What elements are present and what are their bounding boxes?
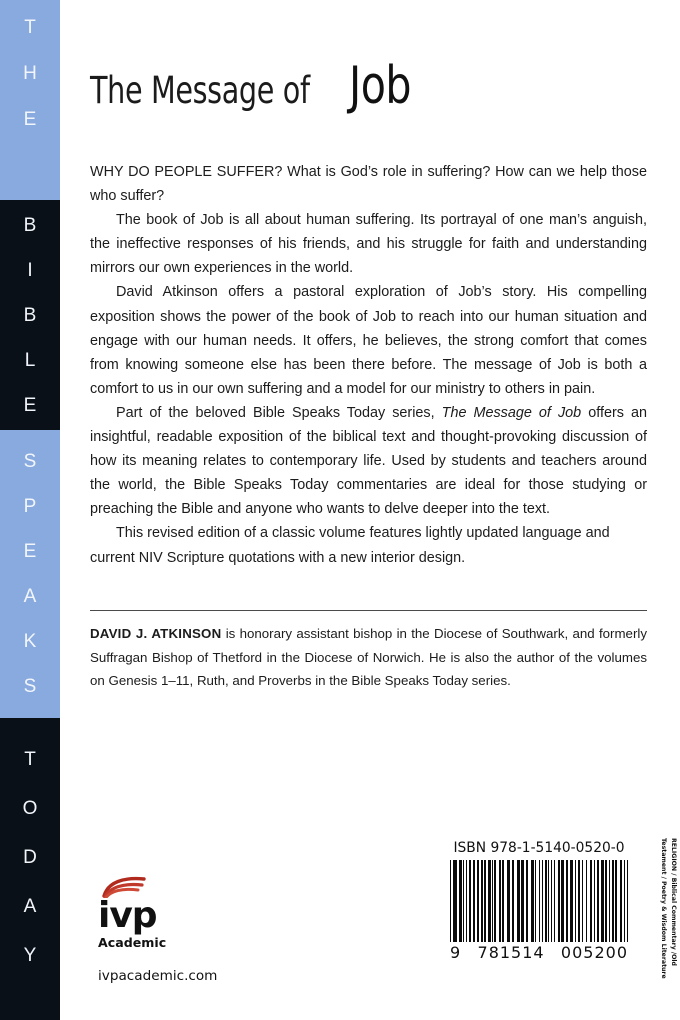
spine-letter: H bbox=[23, 63, 37, 84]
spine-letter: T bbox=[24, 749, 36, 770]
series-spine-strip bbox=[0, 0, 60, 1020]
publisher-logo[interactable] bbox=[98, 876, 248, 984]
spine-letter: E bbox=[23, 109, 37, 130]
isbn-label: ISBN 978-1-5140-0520-0 bbox=[453, 840, 625, 856]
page-title bbox=[90, 56, 420, 116]
publisher-imprint: Academic bbox=[98, 935, 167, 950]
publisher-name: ivp bbox=[98, 895, 157, 936]
spine-letter: O bbox=[22, 798, 38, 819]
spine-letter: P bbox=[23, 496, 37, 517]
spine-letter: S bbox=[23, 451, 37, 472]
blurb-text bbox=[90, 160, 647, 570]
spine-letter: I bbox=[27, 259, 33, 281]
spine-letter: K bbox=[23, 631, 37, 652]
blurb-paragraph-2: The book of Job is all about human suffering. Its portrayal of one man’s anguish, the ineffective responses of his friends, and his struggle for faith and understanding mirrors our own experiences in the world. bbox=[90, 212, 647, 277]
spine-letter: L bbox=[24, 349, 36, 371]
spine-letter: E bbox=[23, 541, 37, 562]
section-divider bbox=[90, 610, 647, 611]
barcode-digit-left: 9 bbox=[450, 943, 462, 962]
spine-letter: B bbox=[23, 304, 37, 326]
bisac-line-2: Testament / Poetry & Wisdom Literature bbox=[660, 838, 668, 979]
series-text-after: offers an insightful, readable exposition of the biblical text and thought-provoking discussion of how its meaning relates to contemporary life. Used by students and teachers around the world, the Bible Speaks Today commentaries are ideal for those studying or preaching the Bible and anyone who wants to delve deeper into the text. bbox=[90, 404, 647, 518]
title-prefix: The Message of bbox=[90, 69, 310, 112]
blurb-paragraph-5: This revised edition of a classic volume features lightly updated language and current NIV Scripture quotations with a new interior design. bbox=[90, 525, 610, 566]
series-text-before: Part of the beloved Bible Speaks Today series, bbox=[116, 404, 442, 421]
spine-letter: T bbox=[24, 17, 36, 38]
barcode-digit-middle: 781514 bbox=[477, 943, 545, 962]
blurb-paragraph-series bbox=[90, 401, 647, 521]
barcode-block bbox=[450, 840, 628, 962]
spine-letter: B bbox=[23, 214, 37, 236]
barcode-digits bbox=[450, 943, 628, 962]
title-book-name: Job bbox=[349, 56, 412, 116]
bisac-line-1: RELIGION / Biblical Commentary /Old bbox=[670, 838, 677, 966]
spine-letter: S bbox=[23, 676, 37, 697]
author-name: DAVID J. ATKINSON bbox=[90, 626, 222, 641]
publisher-url[interactable]: ivpacademic.com bbox=[98, 968, 218, 984]
spine-letter: A bbox=[23, 586, 37, 607]
spine-letter: D bbox=[23, 847, 37, 868]
spine-block-bible bbox=[0, 200, 60, 430]
barcode-bars bbox=[450, 860, 628, 942]
back-cover-content bbox=[60, 0, 680, 1020]
barcode-digit-right: 005200 bbox=[560, 943, 628, 962]
spine-block-the bbox=[0, 0, 60, 200]
spine-block-today bbox=[0, 718, 60, 1020]
series-book-title-italic: The Message of Job bbox=[441, 404, 582, 421]
blurb-paragraph-3: David Atkinson offers a pastoral exploration of Job’s story. His compelling exposition shows the power of the book of Job to reach into our human situation and engage with our human needs. It offers, he believes, the strong comfort that comes from knowing someone else has been there before. The message of Job is both a comfort to us in our own suffering and a model for our ministry to others in pain. bbox=[90, 284, 647, 397]
spine-block-speaks bbox=[0, 430, 60, 718]
spine-letter: E bbox=[23, 394, 37, 416]
blurb-paragraph-1: WHY DO PEOPLE SUFFER? What is God’s role in suffering? How can we help those who suffer? bbox=[90, 164, 647, 205]
ivp-signal-arcs-icon bbox=[102, 876, 148, 898]
spine-letter: Y bbox=[23, 945, 37, 966]
spine-letter: A bbox=[23, 896, 37, 917]
author-bio-text: is honorary assistant bishop in the Diocese of Southwark, and formerly Suffragan Bishop of Thetford in the Diocese of Norwich. He is also the author of the volumes on Genesis 1–11, Ruth, and Proverbs in the Bible Speaks Today series. bbox=[90, 626, 647, 689]
author-bio bbox=[90, 622, 647, 693]
